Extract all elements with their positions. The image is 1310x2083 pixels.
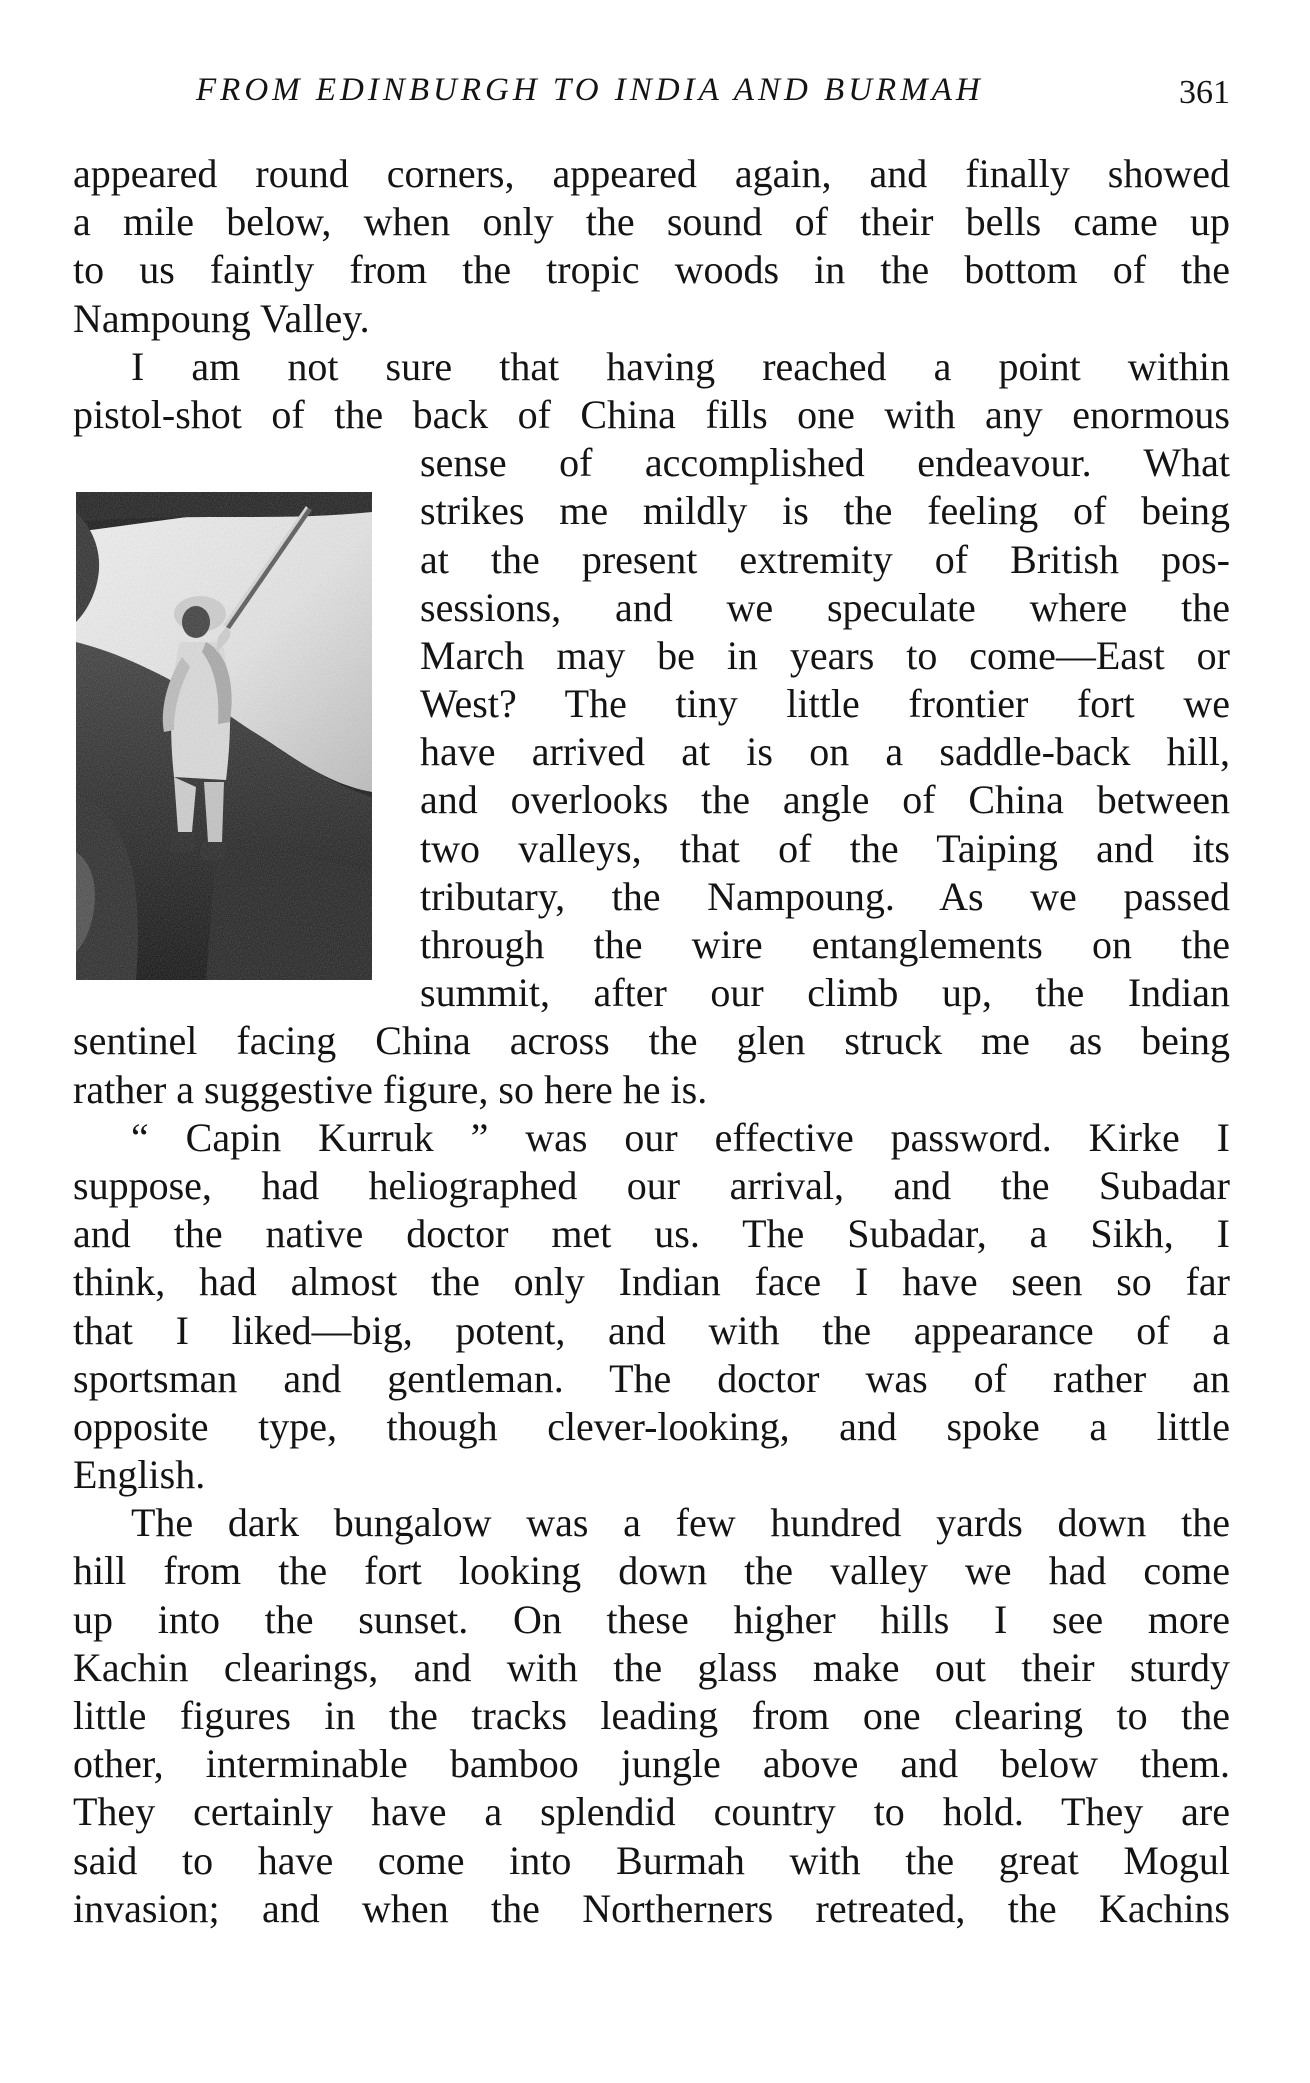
running-head	[196, 72, 1230, 122]
text-line: and overlooks the angle of China between	[420, 777, 1230, 823]
text-line: appeared round corners, appeared again, and finally showed	[73, 151, 1230, 196]
text-line: invasion; and when the Northerners retreated, the Kachins	[73, 1885, 1230, 1931]
running-title: FROM EDINBURGH TO INDIA AND BURMAH	[196, 72, 984, 108]
text-line: sentinel facing China across the glen struck me as being	[73, 1018, 1230, 1064]
text-line: summit, after our climb up, the Indian	[420, 970, 1230, 1016]
text-line: a mile below, when only the sound of their bells came up	[73, 199, 1230, 245]
text-line: tributary, the Nampoung. As we passed	[420, 873, 1230, 919]
text-line: through the wire entanglements on the	[420, 922, 1230, 967]
text-line: “ Capin Kurruk ” was our effective password. Kirke I	[131, 1114, 1230, 1160]
text-line: sense of accomplished endeavour. What	[420, 440, 1230, 486]
text-line: little figures in the tracks leading from one clearing to the	[73, 1693, 1230, 1738]
text-line: I am not sure that having reached a point within	[131, 343, 1230, 389]
text-line: hill from the fort looking down the valley we had come	[73, 1548, 1230, 1594]
text-line: March may be in years to come—East or	[420, 632, 1230, 678]
text-line: strikes me mildly is the feeling of being	[420, 488, 1230, 534]
text-line: and the native doctor met us. The Subadar, a Sikh, I	[73, 1211, 1230, 1257]
text-line: think, had almost the only Indian face I have seen so far	[73, 1259, 1230, 1305]
text-line: opposite type, though clever-looking, and spoke a little	[73, 1403, 1230, 1449]
text-line: other, interminable bamboo jungle above and below them.	[73, 1741, 1230, 1787]
text-line: two valleys, that of the Taiping and its	[420, 825, 1230, 871]
text-line: rather a suggestive figure, so here he is.	[73, 1066, 708, 1112]
text-line: Nampoung Valley.	[73, 295, 370, 341]
text-line: West? The tiny little frontier fort we	[420, 681, 1230, 727]
text-line: Kachin clearings, and with the glass make out their sturdy	[73, 1644, 1230, 1690]
text-line: at the present extremity of British pos-	[420, 536, 1230, 582]
text-line: up into the sunset. On these higher hills I see more	[73, 1596, 1230, 1642]
text-line: that I liked—big, potent, and with the appearance of a	[73, 1307, 1230, 1353]
text-line: The dark bungalow was a few hundred yards down the	[131, 1500, 1230, 1546]
text-line: have arrived at is on a saddle-back hill,	[420, 729, 1230, 775]
text-line: sportsman and gentleman. The doctor was of rather an	[73, 1355, 1230, 1401]
text-line: to us faintly from the tropic woods in the bottom of the	[73, 247, 1230, 293]
text-line: suppose, had heliographed our arrival, and the Subadar	[73, 1162, 1230, 1208]
body-text	[73, 150, 1230, 1933]
text-line: They certainly have a splendid country to hold. They are	[73, 1789, 1230, 1835]
text-line: English.	[73, 1452, 206, 1498]
text-line: sessions, and we speculate where the	[420, 584, 1230, 630]
text-line: said to have come into Burmah with the great Mogul	[73, 1837, 1230, 1883]
text-line: pistol-shot of the back of China fills one with any enormous	[73, 391, 1230, 437]
page-number: 361	[1179, 74, 1230, 111]
